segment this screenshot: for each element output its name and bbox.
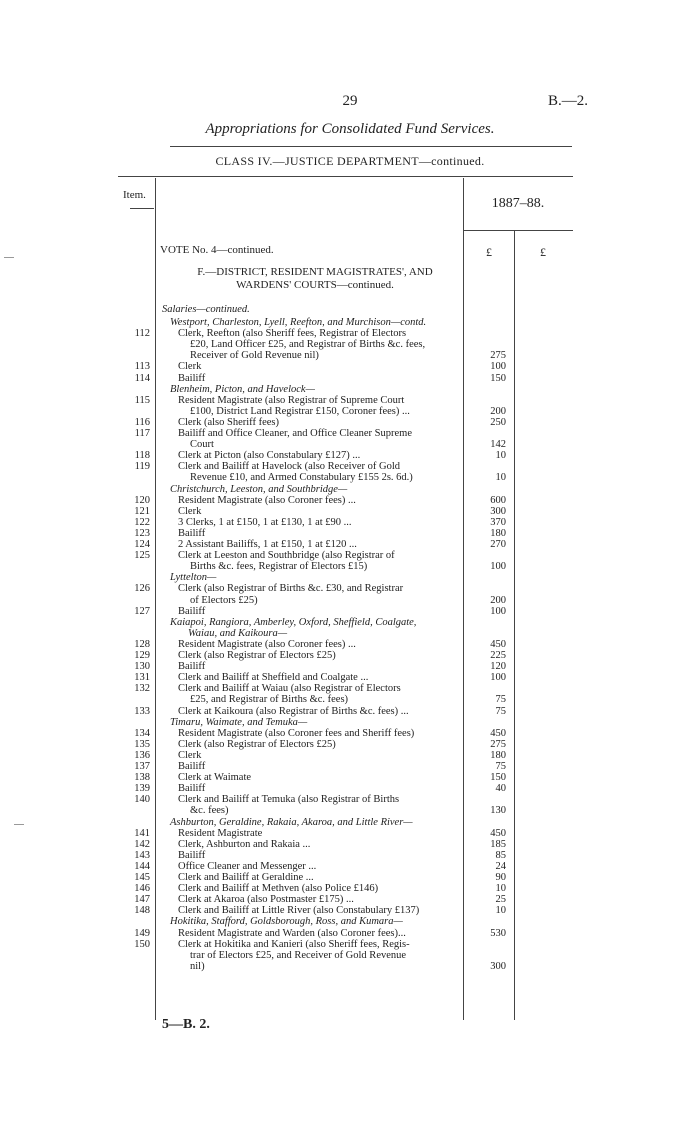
amount-value: 225 <box>490 650 506 661</box>
item-number: 130 <box>134 661 150 673</box>
item-column-heading: Item. <box>123 189 146 201</box>
district-heading: Lyttelton— <box>170 572 217 584</box>
item-number: 114 <box>134 372 150 384</box>
item-number: 118 <box>134 450 150 462</box>
currency-symbol-second-column: £ <box>540 245 546 259</box>
item-number: 125 <box>134 550 150 562</box>
amount-value: 150 <box>490 772 506 784</box>
item-number: 123 <box>134 527 150 539</box>
amount-value: 200 <box>490 405 506 417</box>
entry-description: Clerk and Bailiff at Geraldine ... <box>178 872 314 883</box>
item-number: 141 <box>134 827 150 839</box>
entry-description: £100, District Land Registrar £150, Coroner fees) ... <box>190 405 410 417</box>
amount-value: 270 <box>490 539 506 550</box>
item-number: 120 <box>134 494 150 506</box>
district-heading: Blenheim, Picton, and Havelock— <box>170 383 315 395</box>
table-top-rule <box>118 176 573 177</box>
entry-description: Clerk at Kaikoura (also Registrar of Births &c. fees) ... <box>178 705 409 717</box>
entry-description: Clerk at Hokitika and Kanieri (also Sheriff fees, Regis- <box>178 938 410 950</box>
entry-description: Clerk, Ashburton and Rakaia ... <box>178 838 311 850</box>
entry-description: Clerk at Picton (also Constabulary £127) ... <box>178 450 361 462</box>
item-number: 139 <box>134 783 150 795</box>
entry-description: Clerk at Akaroa (also Postmaster £175) ... <box>178 894 354 906</box>
entry-description: Clerk (also Registrar of Electors £25) <box>178 650 336 661</box>
amount-value: 100 <box>490 561 506 573</box>
amount-value: 75 <box>495 694 506 706</box>
district-heading: Westport, Charleston, Lyell, Reefton, and Murchison—contd. <box>170 317 427 328</box>
item-number: 116 <box>134 416 150 428</box>
item-number: 148 <box>134 905 150 917</box>
entry-description: Clerk (also Registrar of Electors £25) <box>178 738 336 750</box>
entry-description: Clerk and Bailiff at Temuka (also Registrar of Births <box>178 794 400 806</box>
item-column-divider <box>155 178 156 1020</box>
entry-description: £20, Land Officer £25, and Registrar of Births &c. fees, <box>190 339 426 351</box>
page-footer-signature: 5—B. 2. <box>162 1017 210 1032</box>
amount-value: 600 <box>490 494 506 506</box>
entry-description: Clerk and Bailiff at Havelock (also Receiver of Gold <box>178 461 400 473</box>
item-number: 122 <box>134 516 150 528</box>
entry-description: Clerk and Bailiff at Little River (also Constabulary £137) <box>178 905 420 917</box>
amount-value: 200 <box>490 594 506 606</box>
entry-description: Receiver of Gold Revenue nil) <box>190 350 319 362</box>
entry-description: Bailiff <box>178 605 206 617</box>
district-heading: Kaiapoi, Rangiora, Amberley, Oxford, Sheffield, Coalgate, <box>170 616 417 628</box>
year-heading-rule <box>463 230 573 231</box>
header-rule <box>170 146 572 147</box>
entry-description: Bailiff <box>178 761 206 772</box>
entry-description: 2 Assistant Bailiffs, 1 at £150, 1 at £120 ... <box>178 539 357 550</box>
entry-description: Clerk and Bailiff at Sheffield and Coalgate ... <box>178 672 369 684</box>
entry-description: Resident Magistrate (also Coroner fees) ... <box>178 494 356 506</box>
item-number: 149 <box>134 927 150 939</box>
item-number: 140 <box>134 794 150 806</box>
item-number: 147 <box>134 894 150 906</box>
entry-description: £25, and Registrar of Births &c. fees) <box>190 694 349 706</box>
amount-value: 75 <box>495 705 506 717</box>
document-reference: B.—2. <box>547 93 588 109</box>
page-title: Appropriations for Consolidated Fund Services. <box>205 121 495 137</box>
item-number: 129 <box>134 650 150 661</box>
entry-description: Clerk at Waimate <box>178 772 252 784</box>
item-number: 144 <box>134 860 150 872</box>
amount-value: 450 <box>490 827 506 839</box>
entry-description: Resident Magistrate (also Registrar of Supreme Court <box>178 394 405 406</box>
page-number: 29 <box>342 93 358 109</box>
item-number: 136 <box>134 749 150 761</box>
item-heading-underline <box>130 208 154 209</box>
item-number: 127 <box>134 605 150 617</box>
entry-description: Clerk <box>178 505 202 517</box>
district-heading: Timaru, Waimate, and Temuka— <box>170 716 308 728</box>
entry-description: Court <box>190 439 214 451</box>
entry-description: Resident Magistrate (also Coroner fees) ... <box>178 638 356 650</box>
entry-description: trar of Electors £25, and Receiver of Gold Revenue <box>190 949 407 961</box>
entry-description: Clerk (also Registrar of Births &c. £30, and Registrar <box>178 583 404 595</box>
entry-description: Clerk <box>178 361 202 373</box>
amount-value: 130 <box>490 805 506 817</box>
item-number: 112 <box>134 328 150 340</box>
amount-value: 100 <box>490 672 506 684</box>
amount-column-divider-left <box>463 178 464 1020</box>
item-number: 117 <box>134 428 150 439</box>
amount-value: 370 <box>490 516 506 528</box>
amount-value: 10 <box>495 905 506 917</box>
entry-description: Clerk, Reefton (also Sheriff fees, Registrar of Electors <box>178 328 407 340</box>
item-number: 138 <box>134 772 150 784</box>
amount-value: 530 <box>490 927 506 939</box>
item-number: 115 <box>134 394 150 406</box>
amount-value: 250 <box>490 416 506 428</box>
item-number: 146 <box>134 883 150 895</box>
section-heading: F.—DISTRICT, RESIDENT MAGISTRATES', AND WARDENS' COURTS—continued. <box>197 266 433 291</box>
amount-value: 75 <box>495 761 506 772</box>
margin-mark <box>4 257 14 258</box>
entry-description: Clerk and Bailiff at Waiau (also Registrar of Electors <box>178 683 401 695</box>
entry-description: Resident Magistrate <box>178 827 263 839</box>
amount-value: 150 <box>490 372 506 384</box>
entry-description: 3 Clerks, 1 at £150, 1 at £130, 1 at £90 ... <box>178 516 352 528</box>
amount-value: 40 <box>495 783 506 795</box>
class-heading: CLASS IV.—JUSTICE DEPARTMENT—continued. <box>215 154 485 168</box>
amount-column-divider-middle <box>514 231 515 1020</box>
item-number: 133 <box>134 705 150 717</box>
entry-description: Clerk at Leeston and Southbridge (also Registrar of <box>178 550 395 562</box>
entry-description: Clerk (also Sheriff fees) <box>178 416 279 428</box>
entry-description: Revenue £10, and Armed Constabulary £155 2s. 6d.) <box>190 472 413 484</box>
item-number: 150 <box>134 938 150 950</box>
amount-value: 180 <box>490 527 506 539</box>
amount-value: 90 <box>495 872 506 883</box>
entry-description: Clerk <box>178 749 202 761</box>
vote-heading: VOTE No. 4—continued. <box>160 244 274 256</box>
amount-value: 275 <box>490 350 506 362</box>
amount-value: 25 <box>495 894 506 906</box>
entry-description: Bailiff <box>178 372 206 384</box>
item-number: 128 <box>134 638 150 650</box>
entry-description: Bailiff <box>178 527 206 539</box>
entry-description: Births &c. fees, Registrar of Electors £15) <box>190 561 368 573</box>
district-heading: Ashburton, Geraldine, Rakaia, Akaroa, and Little River— <box>170 816 413 828</box>
amount-value: 300 <box>490 505 506 517</box>
entry-description: Bailiff and Office Cleaner, and Office Cleaner Supreme <box>178 428 412 439</box>
district-heading: Christchurch, Leeston, and Southbridge— <box>170 483 348 495</box>
amount-value: 100 <box>490 361 506 373</box>
amount-value: 10 <box>495 883 506 895</box>
amount-value: 10 <box>495 450 506 462</box>
district-heading: Hokitika, Stafford, Goldsborough, Ross, and Kumara— <box>170 916 403 928</box>
item-number: 119 <box>134 461 150 473</box>
entry-description: Resident Magistrate and Warden (also Coroner fees)... <box>178 927 406 939</box>
salaries-label: Salaries—continued. <box>162 304 250 315</box>
amount-value: 85 <box>495 849 506 861</box>
item-number: 113 <box>134 361 150 373</box>
amount-value: 180 <box>490 749 506 761</box>
item-number: 124 <box>134 539 150 550</box>
amount-value: 24 <box>495 860 506 872</box>
item-number: 137 <box>134 761 150 772</box>
amount-value: 185 <box>490 838 506 850</box>
district-heading: Waiau, and Kaikoura— <box>188 627 288 639</box>
amount-value: 450 <box>490 727 506 739</box>
item-number: 131 <box>134 672 150 684</box>
item-number: 121 <box>134 505 150 517</box>
entry-description: of Electors £25) <box>190 594 258 606</box>
item-number: 126 <box>134 583 150 595</box>
item-number: 142 <box>134 838 150 850</box>
margin-mark <box>14 824 24 825</box>
item-number: 132 <box>134 683 150 695</box>
entry-description: &c. fees) <box>190 805 229 817</box>
entry-description: nil) <box>190 960 205 972</box>
entry-description: Resident Magistrate (also Coroner fees and Sheriff fees) <box>178 727 415 739</box>
item-number: 145 <box>134 872 150 883</box>
item-number: 135 <box>134 738 150 750</box>
amount-value: 120 <box>490 661 506 673</box>
currency-symbol-first-column: £ <box>486 245 492 259</box>
amount-value: 450 <box>490 638 506 650</box>
amount-value: 275 <box>490 738 506 750</box>
amount-value: 100 <box>490 605 506 617</box>
entry-description: Bailiff <box>178 661 206 673</box>
amount-value: 10 <box>495 472 506 484</box>
entry-description: Bailiff <box>178 849 206 861</box>
entry-description: Clerk and Bailiff at Methven (also Police £146) <box>178 883 379 895</box>
entry-description: Bailiff <box>178 783 206 795</box>
entry-description: Office Cleaner and Messenger ... <box>178 860 317 872</box>
amount-value: 142 <box>490 439 506 451</box>
year-column-heading: 1887–88. <box>491 196 545 211</box>
item-number: 134 <box>134 727 150 739</box>
amount-value: 300 <box>490 960 506 972</box>
item-number: 143 <box>134 849 150 861</box>
